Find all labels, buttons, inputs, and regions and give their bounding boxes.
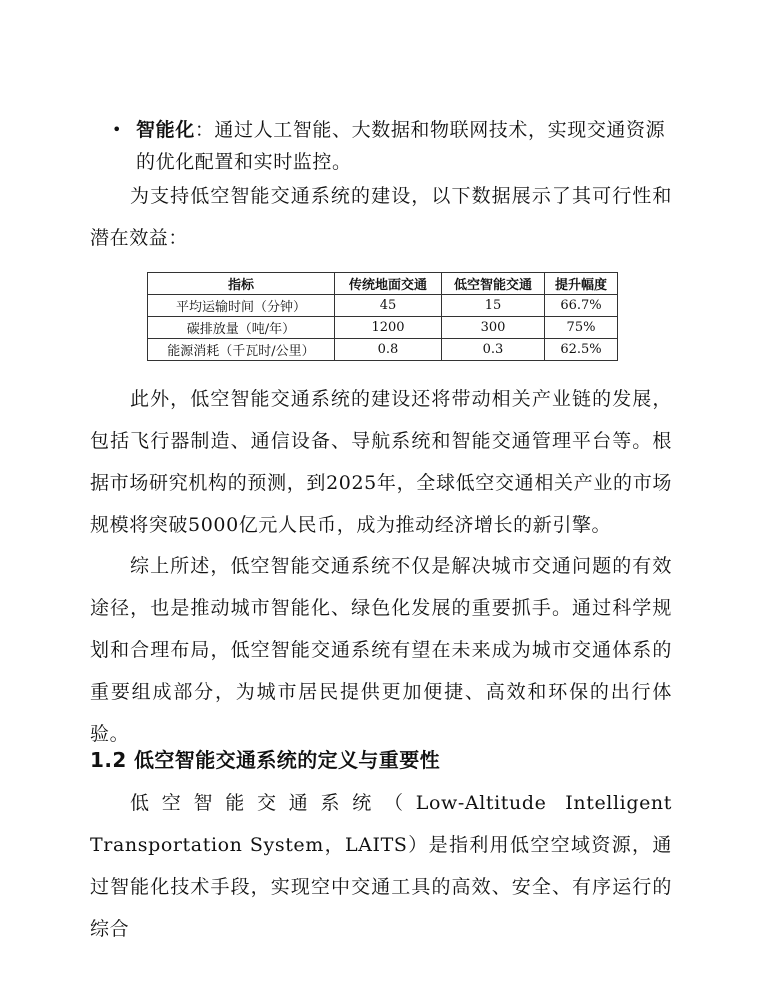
- table-header-cell: 传统地面交通: [335, 273, 442, 295]
- table-header-row: [148, 273, 618, 295]
- table-cell: 75%: [545, 317, 618, 339]
- table-header-cell: 低空智能交通: [442, 273, 545, 295]
- bullet-key-term: 智能化: [136, 119, 195, 141]
- table-row: [148, 295, 618, 317]
- table-cell: 45: [335, 295, 442, 317]
- table-cell: 0.8: [335, 339, 442, 361]
- table-cell: 能源消耗（千瓦时/公里）: [148, 339, 335, 361]
- table-header-cell: 提升幅度: [545, 273, 618, 295]
- benefit-table: [147, 272, 618, 361]
- table-cell: 碳排放量（吨/年）: [148, 317, 335, 339]
- paragraph-industry-chain: 此外，低空智能交通系统的建设还将带动相关产业链的发展，包括飞行器制造、通信设备、导航系统和智能交通管理平台等。根据市场研究机构的预测，到2025年，全球低空交通相关产业的市场规模将突破5000亿元人民币，成为推动经济增长的新引擎。: [90, 388, 672, 536]
- paragraph-summary: 综上所述，低空智能交通系统不仅是解决城市交通问题的有效途径，也是推动城市智能化、绿色化发展的重要抓手。通过科学规划和合理布局，低空智能交通系统有望在未来成为城市交通体系的重要组成部分，为城市居民提供更加便捷、高效和环保的出行体验。: [90, 555, 672, 745]
- table-cell: 1200: [335, 317, 442, 339]
- bullet-text-block: [90, 114, 680, 178]
- table-cell: 300: [442, 317, 545, 339]
- paragraph-definition: 低空智能交通系统（Low-Altitude Intelligent Transportation System，LAITS）是指利用低空空域资源，通过智能化技术手段，实现空中交通工具的高效、安全、有序运行的综合: [90, 792, 672, 940]
- bullet-description: ：通过人工智能、大数据和物联网技术，实现交通资源的优化配置和实时监控。: [136, 119, 666, 173]
- bullet-marker: •: [112, 120, 123, 139]
- table-header-cell: 指标: [148, 273, 335, 295]
- table-cell: 62.5%: [545, 339, 618, 361]
- table-cell: 0.3: [442, 339, 545, 361]
- paragraph-data-intro: 为支持低空智能交通系统的建设，以下数据展示了其可行性和潜在效益：: [90, 185, 672, 249]
- table-cell: 平均运输时间（分钟）: [148, 295, 335, 317]
- table-row: [148, 317, 618, 339]
- table-cell: 15: [442, 295, 545, 317]
- table-row: [148, 339, 618, 361]
- section-heading: 1.2 低空智能交通系统的定义与重要性: [90, 748, 440, 772]
- table-cell: 66.7%: [545, 295, 618, 317]
- bullet-item-intelligence: [90, 114, 680, 178]
